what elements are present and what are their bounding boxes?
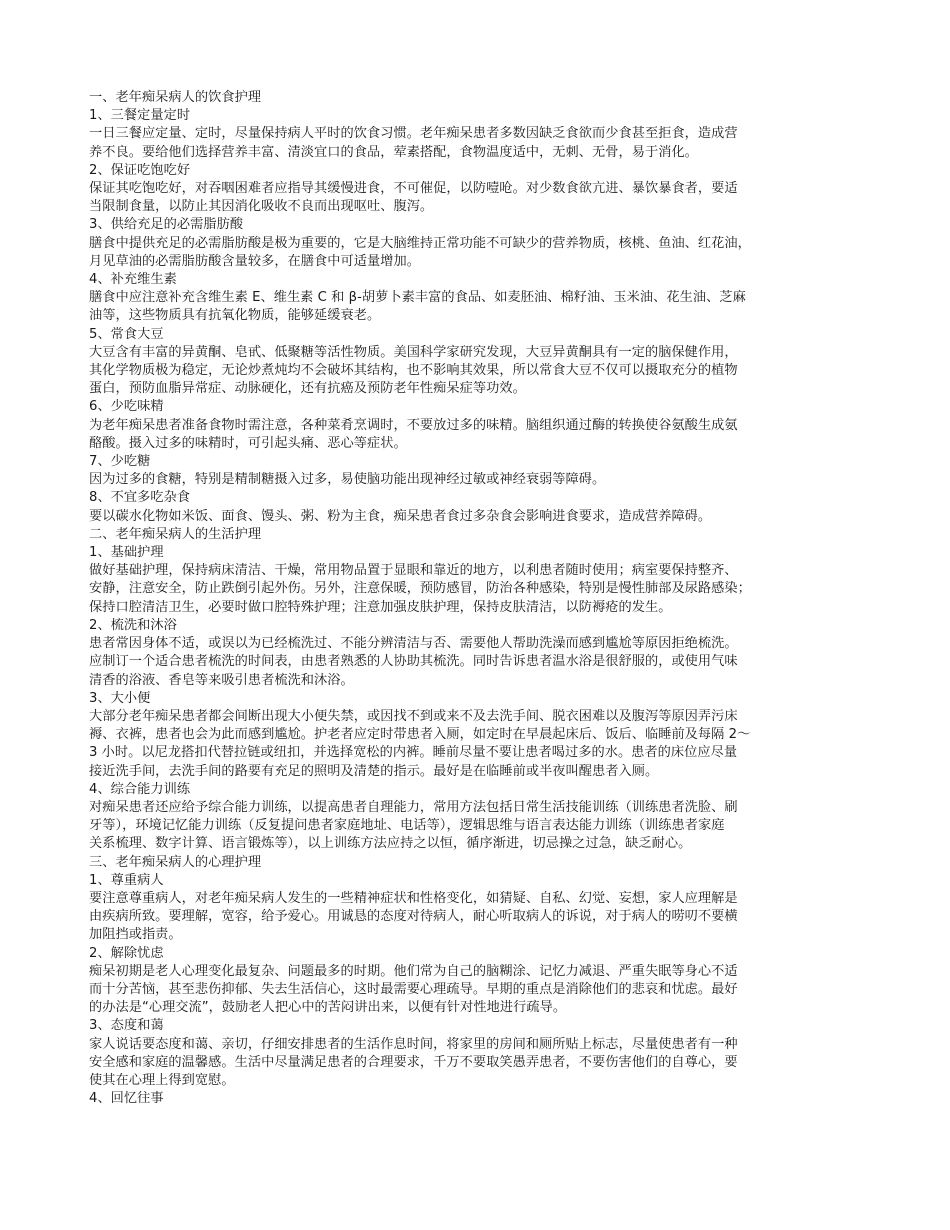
paragraph-line: 使其在心理上得到宽慰。 — [89, 1072, 235, 1088]
paragraph-line: 大豆含有丰富的异黄酮、皂甙、低聚糖等活性物质。美国科学家研究发现，大豆异黄酮具有一定的脑保健作用， — [89, 344, 738, 360]
item-heading: 2、保证吃饱吃好 — [89, 162, 191, 178]
paragraph-line: 痴呆初期是老人心理变化最复杂、问题最多的时期。他们常为自己的脑糊涂、记忆力减退、严重失眠等身心不适 — [89, 963, 738, 979]
item-heading: 3、态度和蔼 — [89, 1018, 164, 1034]
item-heading: 3、供给充足的必需脂肪酸 — [89, 217, 244, 233]
paragraph-line: 蛋白，预防血脂异常症、动脉硬化，还有抗癌及预防老年性痴呆症等功效。 — [89, 381, 526, 397]
section-daily-care — [89, 526, 862, 854]
paragraph-line: 对痴呆患者还应给予综合能力训练，以提高患者自理能力，常用方法包括日常生活技能训练（训练患者洗脸、刷 — [89, 799, 738, 815]
paragraph-line: 家人说话要态度和蔼、亲切，仔细安排患者的生活作息时间，将家里的房间和厕所贴上标志，尽量使患者有一种 — [89, 1036, 738, 1052]
paragraph-line: 一日三餐应定量、定时，尽量保持病人平时的饮食习惯。老年痴呆患者多数因缺乏食欲而少食甚至拒食，造成营 — [89, 126, 738, 142]
paragraph-line: 膳食中提供充足的必需脂肪酸是极为重要的，它是大脑维持正常功能不可缺少的营养物质，核桃、鱼油、红花油， — [89, 235, 751, 251]
item-heading: 2、梳洗和沐浴 — [89, 617, 177, 633]
section-psychological-care — [89, 854, 862, 1109]
item-heading: 1、尊重病人 — [89, 872, 164, 888]
paragraph-line: 酪酸。摄入过多的味精时，可引起头痛、恶心等症状。 — [89, 435, 407, 451]
paragraph-line: 要注意尊重病人，对老年痴呆病人发生的一些精神症状和性格变化，如猜疑、自私、幻觉、妄想，家人应理解是 — [89, 890, 738, 906]
paragraph-line: 养不良。要给他们选择营养丰富、清淡宜口的食品，荤素搭配，食物温度适中，无刺、无骨，易于消化。 — [89, 144, 698, 160]
item-heading: 6、少吃味精 — [89, 399, 164, 415]
item-heading: 7、少吃糖 — [89, 454, 151, 470]
item-heading: 1、基础护理 — [89, 545, 164, 561]
paragraph-line: 因为过多的食糖，特别是精制糖摄入过多，易使脑功能出现神经过敏或神经衰弱等障碍。 — [89, 472, 606, 488]
paragraph-line: 保持口腔清洁卫生，必要时做口腔特殊护理；注意加强皮肤护理，保持皮肤清洁，以防褥疮的发生。 — [89, 599, 672, 615]
item-heading: 4、回忆往事 — [89, 1091, 164, 1107]
paragraph-line: 油等，这些物质具有抗氧化物质，能够延缓衰老。 — [89, 308, 381, 324]
paragraph-line: 的办法是“心理交流”，鼓励老人把心中的苦闷讲出来，以便有针对性地进行疏导。 — [89, 1000, 567, 1016]
paragraph-line: 3 小时。以尼龙搭扣代替拉链或纽扣，并选择宽松的内裤。睡前尽量不要让患者喝过多的水。患者的床位应尽量 — [89, 745, 738, 761]
section-title: 二、老年痴呆病人的生活护理 — [89, 526, 262, 542]
paragraph-line: 其化学物质极为稳定，无论炒煮炖均不会破坏其结构，也不影响其效果，所以常食大豆不仅可以摄取充分的植物 — [89, 363, 738, 379]
paragraph-line: 由疾病所致。要理解，宽容，给予爱心。用诚恳的态度对待病人，耐心听取病人的诉说，对于病人的唠叨不要横 — [89, 909, 738, 925]
paragraph-line: 而十分苦恼，甚至悲伤抑郁、失去生活信心，这时最需要心理疏导。早期的重点是消除他们的悲哀和忧虑。最好 — [89, 981, 738, 997]
section-diet-care — [89, 89, 862, 526]
paragraph-line: 当限制食量，以防止其因消化吸收不良而出现呕吐、腹泻。 — [89, 199, 434, 215]
paragraph-line: 为老年痴呆患者准备食物时需注意，各种菜肴烹调时，不要放过多的味精。脑组织通过酶的转换使谷氨酸生成氨 — [89, 417, 738, 433]
paragraph-line: 接近洗手间，去洗手间的路要有充足的照明及清楚的指示。最好是在临睡前或半夜叫醒患者入厕。 — [89, 763, 659, 779]
paragraph-line: 清香的浴液、香皂等来吸引患者梳洗和沐浴。 — [89, 672, 354, 688]
item-heading: 2、解除忧虑 — [89, 945, 164, 961]
paragraph-line: 加阻挡或指责。 — [89, 927, 182, 943]
paragraph-line: 大部分老年痴呆患者都会间断出现大小便失禁，或因找不到或来不及去洗手间、脱衣困难以及腹泻等原因弄污床 — [89, 708, 738, 724]
paragraph-line: 膳食中应注意补充含维生素 E、维生素 C 和 β-胡萝卜素丰富的食品、如麦胚油、棉籽油、玉米油、花生油、芝麻 — [89, 290, 746, 306]
paragraph-line: 应制订一个适合患者梳洗的时间表，由患者熟悉的人协助其梳洗。同时告诉患者温水浴是很舒服的，或使用气味 — [89, 654, 738, 670]
item-heading: 4、补充维生素 — [89, 272, 177, 288]
paragraph-line: 患者常因身体不适，或误以为已经梳洗过、不能分辨清洁与否、需要他人帮助洗澡而感到尴尬等原因拒绝梳洗。 — [89, 636, 738, 652]
item-heading: 4、综合能力训练 — [89, 781, 191, 797]
paragraph-line: 关系梳理、数字计算、语言锻炼等），以上训练方法应持之以恒，循序渐进，切忌操之过急，缺乏耐心。 — [89, 836, 692, 852]
item-heading: 1、三餐定量定时 — [89, 108, 191, 124]
paragraph-line: 牙等），环境记忆能力训练（反复提问患者家庭地址、电话等），逻辑思维与语言表达能力训练（训练患者家庭 — [89, 818, 725, 834]
section-title: 一、老年痴呆病人的饮食护理 — [89, 90, 262, 105]
item-heading: 8、不宜多吃杂食 — [89, 490, 191, 506]
paragraph-line: 褥、衣裤，患者也会为此而感到尴尬。护老者应定时带患者入厕，如定时在早晨起床后、饭后、临睡前及每隔 2～ — [89, 727, 751, 743]
item-heading: 3、大小便 — [89, 690, 151, 706]
section-title: 三、老年痴呆病人的心理护理 — [89, 854, 262, 870]
paragraph-line: 安静，注意安全，防止跌倒引起外伤。另外，注意保暖，预防感冒，防治各种感染，特别是慢性肺部及尿路感染； — [89, 581, 751, 597]
paragraph-line: 要以碳水化物如米饭、面食、馒头、粥、粉为主食，痴呆患者食过多杂食会影响进食要求，造成营养障碍。 — [89, 508, 712, 524]
paragraph-line: 做好基础护理，保持病床清洁、干燥，常用物品置于显眼和靠近的地方，以利患者随时使用；病室要保持整齐、 — [89, 563, 738, 579]
paragraph-line: 月见草油的必需脂肪酸含量较多，在膳食中可适量增加。 — [89, 253, 420, 269]
paragraph-line: 保证其吃饱吃好，对吞咽困难者应指导其缓慢进食，不可催促，以防噎呛。对少数食欲亢进、暴饮暴食者，要适 — [89, 181, 738, 197]
item-heading: 5、常食大豆 — [89, 326, 164, 342]
paragraph-line: 安全感和家庭的温馨感。生活中尽量满足患者的合理要求，千万不要取笑愚弄患者，不要伤害他们的自尊心，要 — [89, 1054, 738, 1070]
